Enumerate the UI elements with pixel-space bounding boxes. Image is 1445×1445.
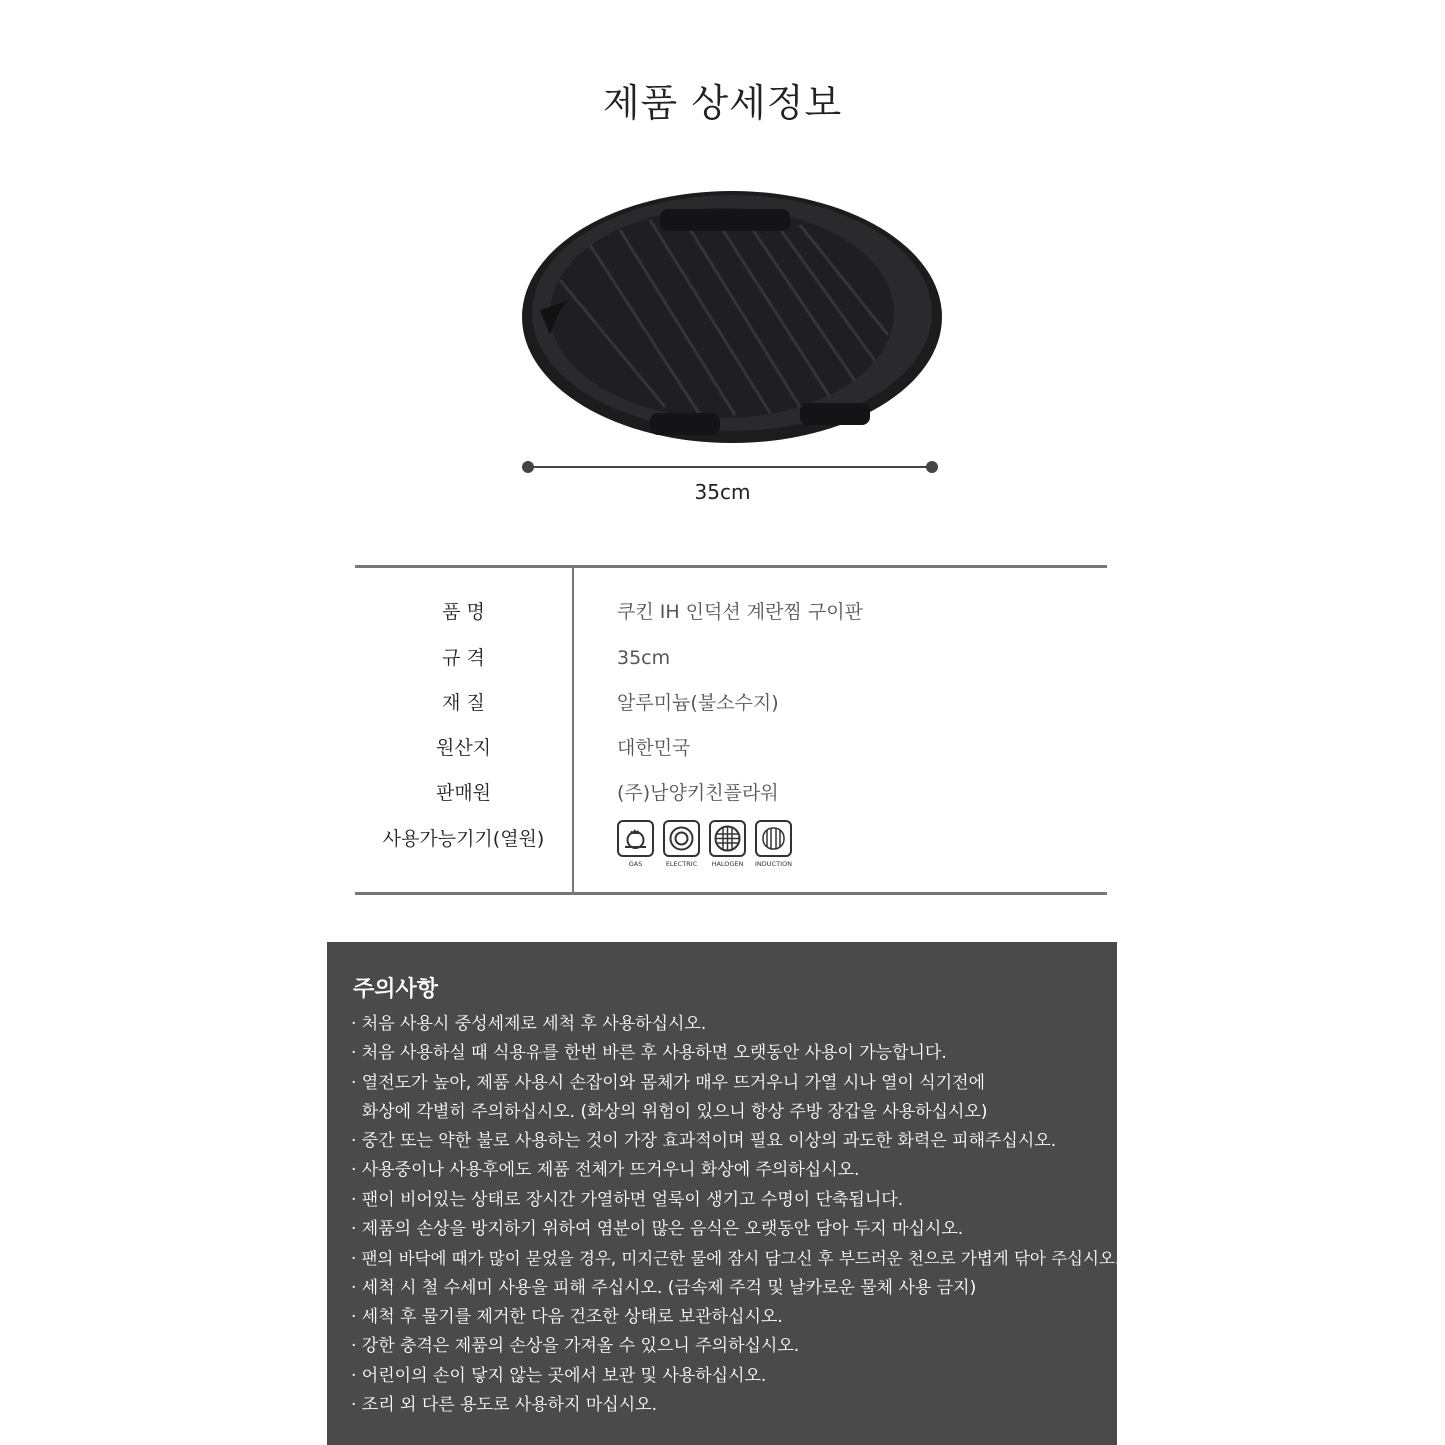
caution-item: · 어린이의 손이 닿지 않는 곳에서 보관 및 사용하십시오.	[351, 1365, 767, 1386]
dimension-label: 35cm	[694, 480, 751, 504]
electric-plate-icon: ELECTRIC	[663, 820, 700, 868]
spec-row-name	[355, 592, 1107, 632]
spec-value: 대한민국	[617, 737, 691, 759]
spec-row-seller	[355, 773, 1107, 813]
induction-coil-icon: INDUCTION	[755, 820, 792, 868]
caution-item: · 팬이 비어있는 상태로 장시간 가열하면 얼룩이 생기고 수명이 단축됩니다.	[351, 1189, 904, 1210]
spec-key: 재 질	[442, 692, 485, 714]
caution-item: · 열전도가 높아, 제품 사용시 손잡이와 몸체가 매우 뜨거우니 가열 시나 열이 식기전에	[351, 1072, 986, 1093]
heat-source-icons	[617, 820, 792, 868]
spec-table	[355, 565, 1107, 895]
spec-row-size	[355, 638, 1107, 678]
grill-pan-image	[500, 185, 960, 455]
spec-value: 쿠킨 IH 인덕션 계란찜 구이판	[617, 601, 863, 623]
spec-key: 판매원	[435, 782, 492, 804]
caution-item: · 처음 사용시 중성세제로 세척 후 사용하십시오.	[351, 1014, 707, 1034]
caution-item: · 세척 시 철 수세미 사용을 피해 주십시오. (금속제 주걱 및 날카로운 물체 사용 금지)	[351, 1277, 977, 1298]
spec-key: 규 격	[442, 647, 485, 669]
spec-key: 품 명	[442, 601, 485, 623]
caution-title: 주의사항	[353, 977, 439, 1002]
caution-item: · 중간 또는 약한 불로 사용하는 것이 가장 효과적이며 필요 이상의 과도한 화력은 피해주십시오.	[351, 1131, 1057, 1152]
caution-list	[351, 1010, 1120, 1420]
page-title: 제품 상세정보	[602, 81, 843, 125]
spec-value: 알루미늄(불소수지)	[617, 692, 779, 714]
caution-item: · 세척 후 물기를 제거한 다음 건조한 상태로 보관하십시오.	[351, 1306, 783, 1327]
spec-key: 사용가능기기(열원)	[382, 828, 545, 850]
spec-row-material	[355, 683, 1107, 723]
caution-panel	[327, 942, 1121, 1445]
halogen-icon: HALOGEN	[709, 820, 746, 868]
spec-row-origin	[355, 728, 1107, 768]
caution-item: · 처음 사용하실 때 식용유를 한번 바른 후 사용하면 오랫동안 사용이 가능합니다.	[351, 1043, 947, 1064]
caution-item: 화상에 각별히 주의하십시오. (화상의 위험이 있으니 항상 주방 장갑을 사용하십시오)	[351, 1101, 988, 1122]
gas-burner-icon: GAS	[617, 820, 654, 868]
caution-item: · 강한 충격은 제품의 손상을 가져올 수 있으니 주의하십시오.	[351, 1336, 800, 1357]
spec-value: 35cm	[617, 647, 671, 669]
caution-item: · 조리 외 다른 용도로 사용하지 마십시오.	[351, 1394, 657, 1415]
spec-key: 원산지	[435, 737, 492, 759]
spec-value: (주)남양키친플라워	[617, 782, 779, 804]
caution-item: · 사용중이나 사용후에도 제품 전체가 뜨거우니 화상에 주의하십시오.	[351, 1160, 860, 1181]
caution-item: · 팬의 바닥에 때가 많이 묻었을 경우, 미지근한 물에 잠시 담그신 후 부드러운 천으로 가볍게 닦아 주십시오.	[351, 1249, 1121, 1269]
caution-item: · 제품의 손상을 방지하기 위하여 염분이 많은 음식은 오랫동안 담아 두지 마십시오.	[351, 1219, 964, 1240]
dimension-line	[522, 460, 938, 474]
